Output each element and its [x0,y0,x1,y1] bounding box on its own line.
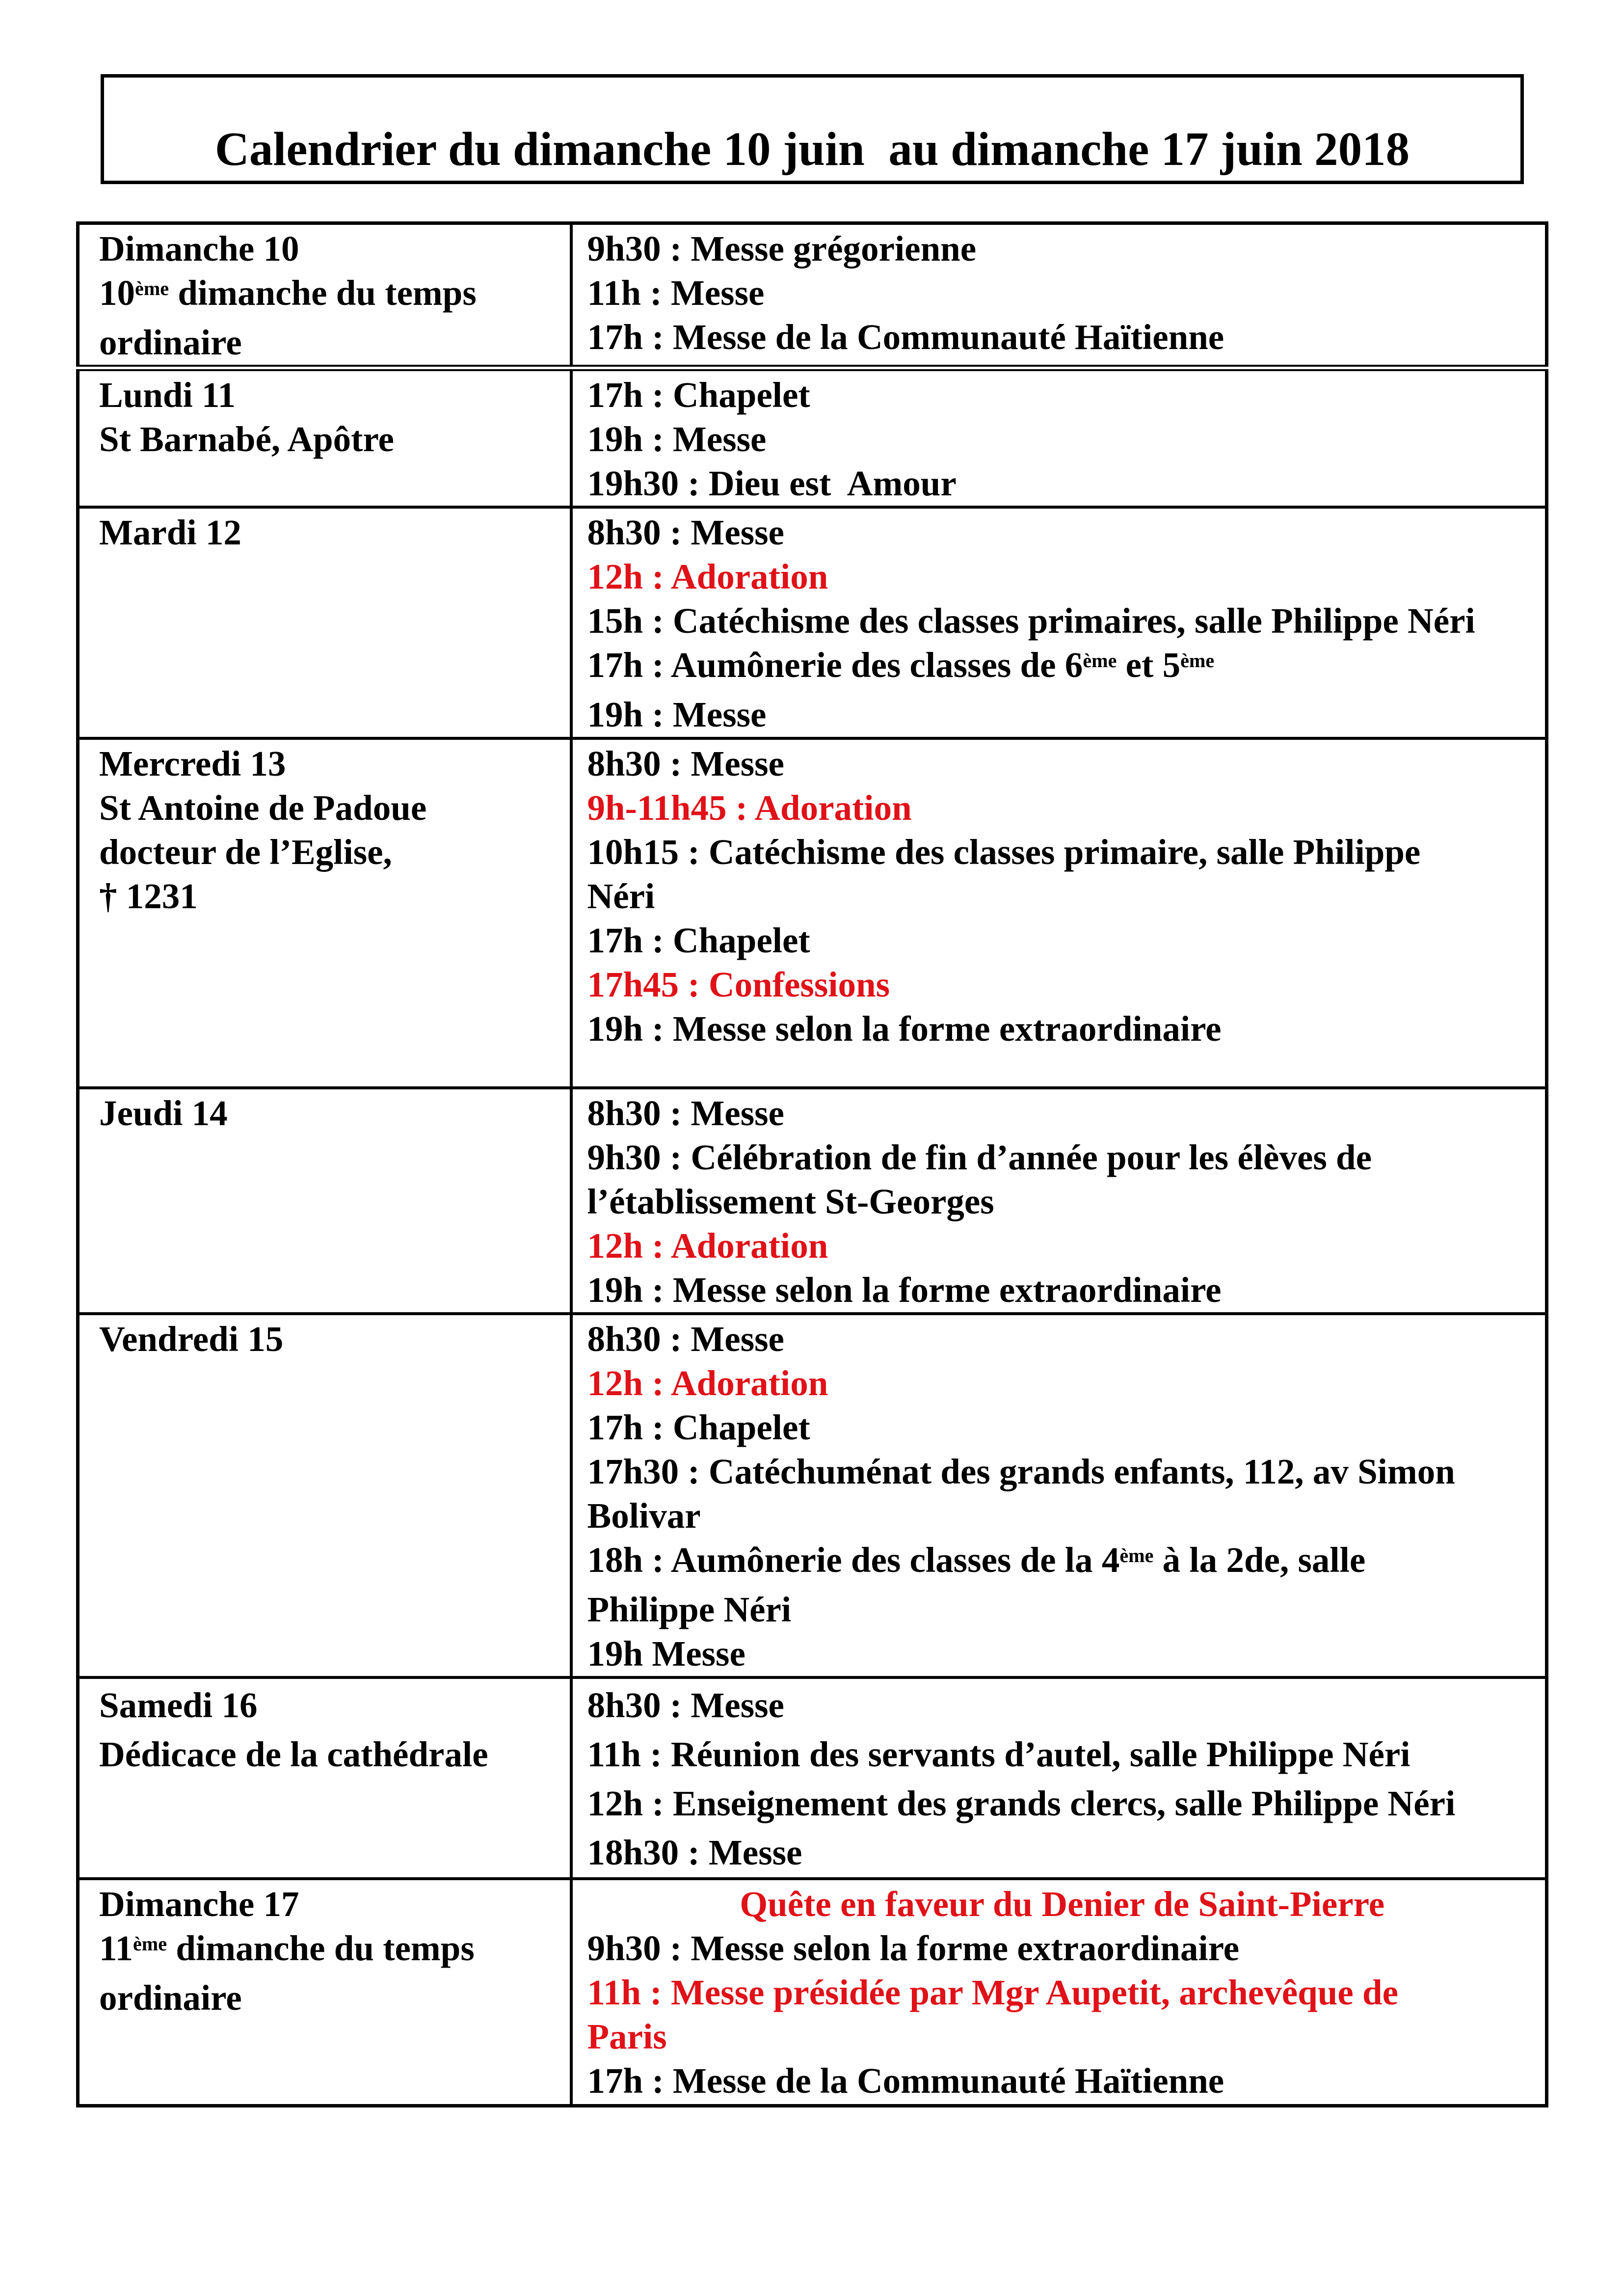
text-line [587,1268,1538,1312]
text-segment: 19h Messe [587,1634,745,1674]
text-line [99,321,562,365]
text-line [587,830,1538,874]
text-segment: 17h : Chapelet [587,375,810,415]
text-line [587,786,1538,830]
events-cell [571,1314,1547,1677]
text-line [99,373,562,417]
text-line [587,1632,1538,1676]
text-segment: 18h : Aumônerie des classes de la 4 [587,1540,1120,1580]
text-segment: ème [1180,649,1215,672]
calendar-table-body [78,223,1547,2106]
text-segment: 10 [99,273,135,313]
text-line [587,1135,1538,1180]
table-row [78,223,1547,368]
text-segment: Philippe Néri [587,1590,792,1629]
text-line [99,1317,562,1361]
text-segment: 9h-11h45 : Adoration [587,788,912,828]
text-line [587,227,1538,271]
text-segment: ordinaire [99,1978,242,2018]
text-segment: ème [1083,649,1117,672]
text-line [587,1681,1538,1730]
text-segment: 11 [99,1928,133,1968]
text-segment: 18h30 : Messe [587,1833,802,1872]
text-segment: ème [1119,1544,1154,1567]
text-segment: 12h : Adoration [587,557,828,596]
text-segment: 10h15 : Catéchisme des classes primaire, salle Philippe [587,832,1421,872]
text-segment: 9h30 : Messe grégorienne [587,229,977,269]
text-segment: 8h30 : Messe [587,1093,784,1133]
text-segment: 19h : Messe [587,695,767,734]
text-segment: Néri [587,876,655,916]
text-segment: 11h : Messe [587,273,765,313]
text-line [587,315,1538,359]
text-line [99,1681,562,1730]
text-line [587,1091,1538,1135]
text-segment: 12h : Adoration [587,1226,828,1266]
text-line [587,1971,1538,2015]
text-line [587,1224,1538,1268]
text-segment: 8h30 : Messe [587,744,784,783]
text-line [587,693,1538,737]
text-segment: docteur de l’Eglise, [99,832,392,872]
text-segment: ème [133,1932,167,1955]
text-line [587,271,1538,315]
text-segment: Paris [587,2017,667,2056]
text-line [99,1976,562,2020]
page-title: Calendrier du dimanche 10 juin au dimanche 17 juin 2018 [214,123,1410,175]
text-segment: 17h30 : Catéchuménat des grands enfants, 112, av Simon [587,1452,1455,1491]
text-segment: 19h30 : Dieu est Amour [587,463,957,503]
text-segment: ordinaire [99,323,242,362]
text-segment: Bolivar [587,1496,701,1536]
text-line [587,874,1538,918]
text-segment: 15h : Catéchisme des classes primaires, salle Philippe Néri [587,601,1475,641]
text-segment: ème [135,277,169,299]
text-segment: à la 2de, salle [1153,1540,1366,1580]
text-line [587,643,1538,693]
text-segment: 12h : Enseignement des grands clercs, salle Philippe Néri [587,1783,1456,1823]
table-row [78,1879,1547,2106]
text-segment: 9h30 : Messe selon la forme extraordinaire [587,1928,1240,1968]
text-line [587,1730,1538,1779]
events-cell [571,223,1547,368]
day-cell [78,507,571,738]
text-line [99,786,562,830]
day-cell [78,1314,571,1677]
day-cell [78,738,571,1088]
text-segment: Vendredi 15 [99,1319,284,1359]
text-segment: Dimanche 17 [99,1884,299,1924]
text-segment: 17h : Aumônerie des classes de 6 [587,645,1083,685]
text-line [99,874,562,918]
text-line [587,1180,1538,1224]
text-line [587,742,1538,786]
text-line [587,555,1538,599]
events-cell [571,1879,1547,2106]
day-cell [78,368,571,508]
text-line [587,1588,1538,1632]
table-row [78,738,1547,1088]
text-segment: 17h : Messe de la Communauté Haïtienne [587,2061,1224,2101]
text-line [99,830,562,874]
text-segment: Mercredi 13 [99,744,286,783]
text-line [99,271,562,321]
text-segment: Dimanche 10 [99,229,299,269]
events-cell [571,368,1547,508]
events-cell [571,738,1547,1088]
text-line [587,461,1538,506]
text-segment: Lundi 11 [99,375,236,415]
text-segment: l’établissement St-Georges [587,1182,994,1221]
text-line [587,373,1538,417]
text-line [587,599,1538,643]
text-line [587,918,1538,963]
text-line [587,417,1538,461]
text-segment: 17h : Chapelet [587,1407,810,1447]
text-line [587,1007,1538,1051]
text-segment: 11h : Réunion des servants d’autel, salle Philippe Néri [587,1734,1410,1774]
text-segment: Quête en faveur du Denier de Saint-Pierre [740,1884,1385,1924]
text-segment: dimanche du temps [169,273,477,313]
text-segment: 11h : Messe présidée par Mgr Aupetit, archevêque de [587,1972,1398,2012]
text-segment: 8h30 : Messe [587,513,784,552]
text-segment: 19h : Messe selon la forme extraordinaire [587,1270,1222,1310]
text-segment: 17h45 : Confessions [587,965,890,1004]
title-box [101,74,1524,184]
day-cell [78,1088,571,1314]
text-line [99,227,562,271]
day-cell [78,223,571,368]
calendar-table [76,221,1548,2107]
text-line [587,1450,1538,1494]
text-segment: 19h : Messe selon la forme extraordinaire [587,1009,1222,1049]
text-line [587,1361,1538,1405]
text-segment: 9h30 : Célébration de fin d’année pour les élèves de [587,1137,1372,1177]
text-segment: et 5 [1117,645,1181,685]
table-row [78,1088,1547,1314]
text-line [587,2015,1538,2059]
events-cell [571,507,1547,738]
events-cell [571,1677,1547,1879]
text-segment: St Antoine de Padoue [99,788,427,828]
text-segment: Jeudi 14 [99,1093,228,1133]
events-cell [571,1088,1547,1314]
text-segment: dimanche du temps [167,1928,475,1968]
text-line [587,511,1538,555]
day-cell [78,1677,571,1879]
text-line [99,1730,562,1779]
text-line [99,511,562,555]
text-line [587,1828,1538,1877]
text-segment: 17h : Chapelet [587,920,810,960]
text-segment: Samedi 16 [99,1685,258,1725]
text-segment: 19h : Messe [587,419,767,459]
table-row [78,1314,1547,1677]
text-segment: 8h30 : Messe [587,1319,784,1359]
text-line [587,1317,1538,1361]
text-segment: † 1231 [99,876,198,916]
table-row [78,1677,1547,1879]
text-line [99,1091,562,1135]
day-cell [78,1879,571,2106]
text-line [587,1926,1538,1971]
text-segment: St Barnabé, Apôtre [99,419,394,459]
table-row [78,507,1547,738]
text-line [587,1538,1538,1588]
text-line [587,1882,1538,1926]
text-line [587,1494,1538,1538]
table-row [78,368,1547,508]
text-line [587,963,1538,1007]
text-segment: 12h : Adoration [587,1363,828,1403]
text-line [99,1926,562,1976]
text-line [587,1779,1538,1828]
text-line [587,1405,1538,1450]
text-line [587,2059,1538,2103]
text-segment: 8h30 : Messe [587,1685,784,1725]
text-line [99,417,562,461]
text-segment: Mardi 12 [99,513,241,552]
text-segment: Dédicace de la cathédrale [99,1734,488,1774]
text-line [99,742,562,786]
text-segment: 17h : Messe de la Communauté Haïtienne [587,317,1224,357]
text-line [99,1882,562,1926]
